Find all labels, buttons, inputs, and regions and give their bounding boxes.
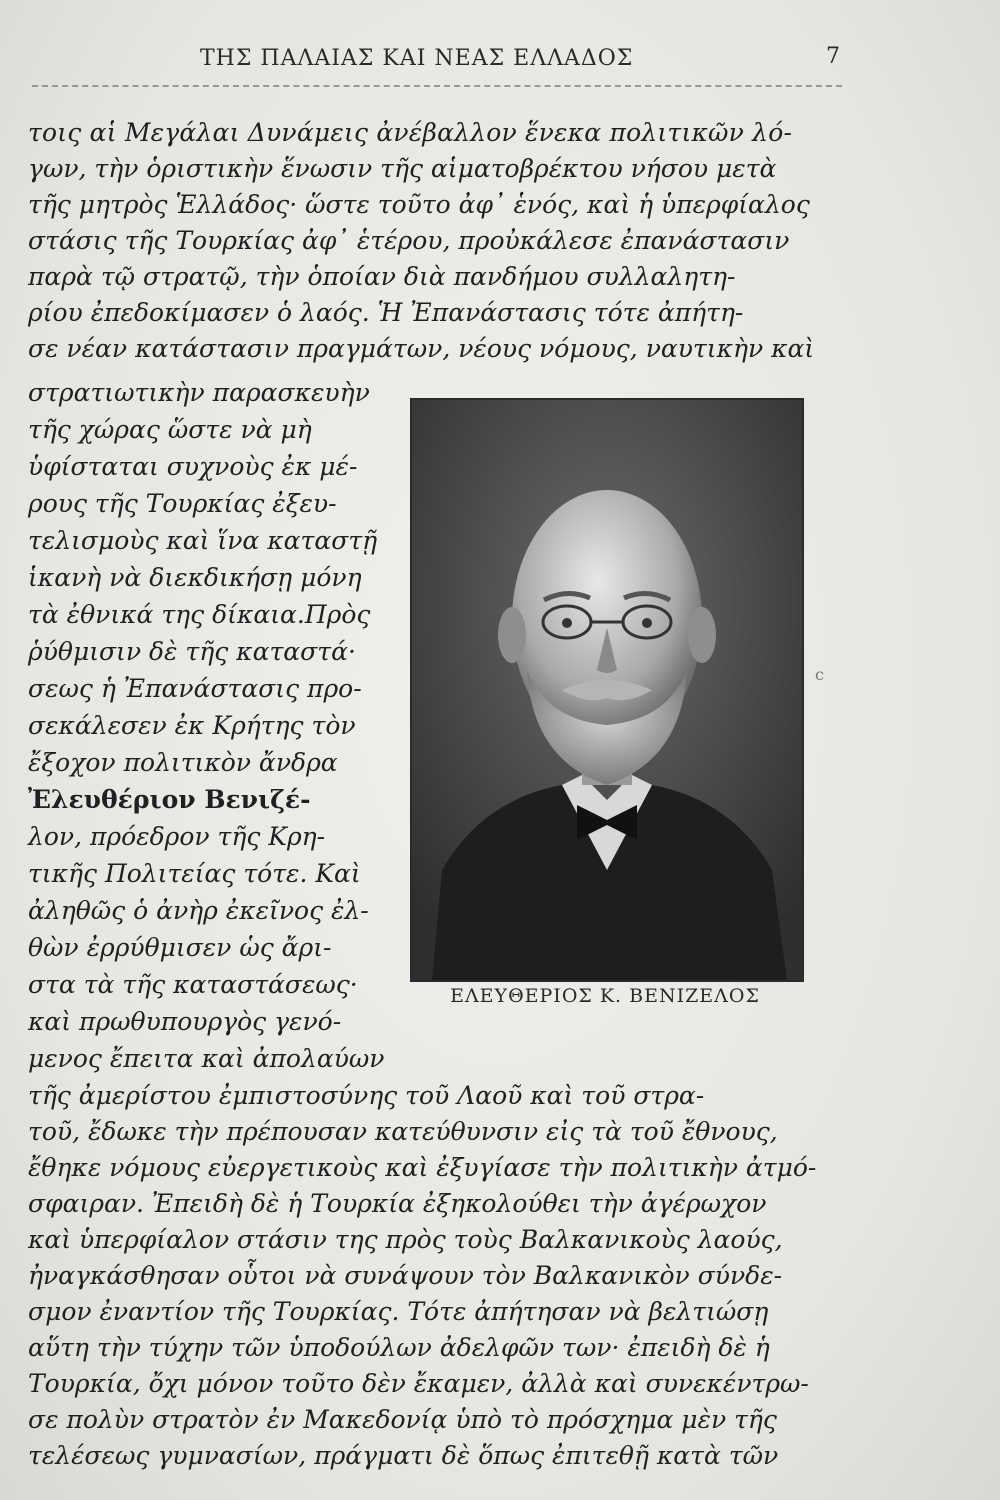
- portrait-illustration: [412, 400, 802, 980]
- text-line: σφαιραν. Ἐπειδὴ δὲ ἡ Τουρκία ἐξηκολούθει τὴν ἀγέρωχον: [28, 1189, 767, 1218]
- text-line: τελισμοὺς καὶ ἵνα καταστῇ: [28, 526, 378, 555]
- text-line: στα τὰ τῆς καταστάσεως·: [28, 970, 358, 999]
- text-line: τῆς χώρας ὥστε νὰ μὴ: [28, 415, 312, 444]
- text-line: ἠναγκάσθησαν οὗτοι νὰ συνάψουν τὸν Βαλκανικὸν σύνδε-: [28, 1261, 783, 1290]
- text-line: σεως ἡ Ἐπανάστασις προ-: [28, 674, 362, 703]
- text-line: ἔξοχον πολιτικὸν ἄνδρα: [28, 748, 338, 777]
- text-line: Ἐλευθέριον Βενιζέ-: [28, 785, 311, 814]
- text-line: σεκάλεσεν ἐκ Κρήτης τὸν: [28, 711, 356, 740]
- text-line: τελέσεως γυμνασίων, πράγματι δὲ ὅπως ἐπιτεθῇ κατὰ τῶν: [28, 1441, 779, 1470]
- text-line: καὶ πρωθυπουργὸς γενό-: [28, 1007, 342, 1036]
- text-line: ἀληθῶς ὁ ἀνὴρ ἐκεῖνος ἐλ-: [28, 896, 369, 925]
- text-line: καὶ ὑπερφίαλον στάσιν της πρὸς τοὺς Βαλκανικοὺς λαούς,: [28, 1225, 783, 1254]
- text-line: τοις αἱ Μεγάλαι Δυνάμεις ἀνέβαλλον ἕνεκα πολιτικῶν λό-: [28, 118, 793, 147]
- text-line: ἔθηκε νόμους εὐεργετικοὺς καὶ ἐξυγίασε τὴν πολιτικὴν ἀτμό-: [28, 1153, 817, 1182]
- header-rule: [32, 85, 842, 90]
- text-line: λον, πρόεδρον τῆς Κρη-: [28, 822, 326, 851]
- text-line: θὼν ἐρρύθμισεν ὡς ἄρι-: [28, 933, 332, 962]
- text-line: ὑφίσταται συχνοὺς ἐκ μέ-: [28, 452, 358, 481]
- portrait-photo: [410, 398, 804, 982]
- page-number: 7: [826, 44, 840, 69]
- text-line: στάσις τῆς Τουρκίας ἀφ᾽ ἑτέρου, προὐκάλεσε ἐπανάστασιν: [28, 226, 790, 255]
- text-line: ρους τῆς Τουρκίας ἐξευ-: [28, 489, 337, 518]
- text-line: τῆς ἀμερίστου ἐμπιστοσύνης τοῦ Λαοῦ καὶ τοῦ στρα-: [28, 1081, 705, 1110]
- text-line: τοῦ, ἔδωκε τὴν πρέπουσαν κατεύθυνσιν εἰς τὰ τοῦ ἔθνους,: [28, 1117, 778, 1146]
- text-line: Τουρκία, ὄχι μόνον τοῦτο δὲν ἔκαμεν, ἀλλὰ καὶ συνεκέντρω-: [28, 1369, 809, 1398]
- text-line: ρίου ἐπεδοκίμασεν ὁ λαός. Ἡ Ἐπανάστασις τότε ἀπήτη-: [28, 298, 744, 327]
- text-line: σμον ἐναντίον τῆς Τουρκίας. Τότε ἀπήτησαν νὰ βελτιώσῃ: [28, 1297, 769, 1326]
- text-line: σε νέαν κατάστασιν πραγμάτων, νέους νόμους, ναυτικὴν καὶ: [28, 334, 815, 363]
- text-line: τὰ ἐθνικά της δίκαια.Πρὸς: [28, 600, 371, 629]
- text-line: παρὰ τῷ στρατῷ, τὴν ὁποίαν διὰ πανδήμου συλλαλητη-: [28, 262, 736, 291]
- text-line: μενος ἔπειτα καὶ ἀπολαύων: [28, 1044, 385, 1073]
- text-line: γων, τὴν ὁριστικὴν ἕνωσιν τῆς αἱματοβρέκτου νήσου μετὰ: [28, 154, 777, 183]
- margin-mark: c: [815, 665, 824, 684]
- text-line: ῥύθμισιν δὲ τῆς καταστά·: [28, 637, 356, 666]
- page-header: [160, 40, 840, 80]
- text-line: αὕτη τὴν τύχην τῶν ὑποδούλων ἀδελφῶν των· ἐπειδὴ δὲ ἡ: [28, 1333, 770, 1362]
- portrait-caption: ΕΛΕΥΘΕΡΙΟΣ Κ. ΒΕΝΙΖΕΛΟΣ: [450, 985, 760, 1007]
- text-line: στρατιωτικὴν παρασκευὴν: [28, 378, 370, 407]
- running-title: ΤΗΣ ΠΑΛΑΙΑΣ ΚΑΙ ΝΕΑΣ ΕΛΛΑΔΟΣ: [200, 46, 634, 71]
- text-line: ἱκανὴ νὰ διεκδικήσῃ μόνη: [28, 563, 362, 592]
- text-line: σε πολὺν στρατὸν ἐν Μακεδονίᾳ ὑπὸ τὸ πρόσχημα μὲν τῆς: [28, 1405, 777, 1434]
- text-line: τῆς μητρὸς Ἑλλάδος· ὥστε τοῦτο ἀφ᾽ ἑνός, καὶ ἡ ὑπερφίαλος: [28, 190, 810, 219]
- text-line: τικῆς Πολιτείας τότε. Καὶ: [28, 859, 361, 888]
